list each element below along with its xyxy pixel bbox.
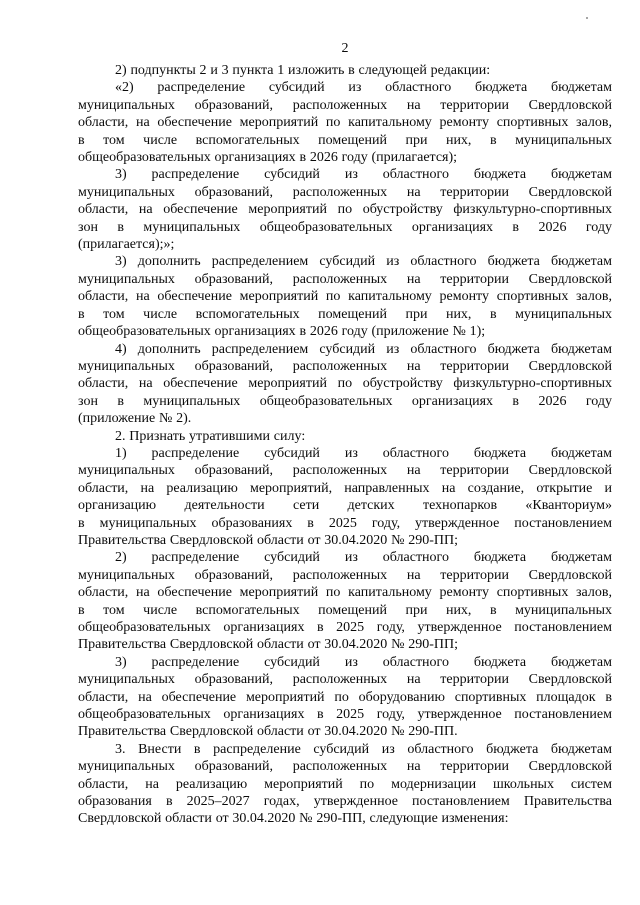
text-line: организацию деятельности сети детских технопарков «Кванториум» bbox=[78, 498, 612, 514]
text-line: общеобразовательных организациях в 2026 году (приложение № 1); bbox=[78, 324, 486, 340]
text-line: муниципальных образований, расположенных на территории Свердловской bbox=[78, 358, 612, 374]
scan-artifact-dot bbox=[586, 17, 588, 19]
text-line: (приложение № 2). bbox=[78, 411, 192, 427]
text-line: 3) распределение субсидий из областного бюджета бюджетам bbox=[115, 167, 612, 183]
text-line: в том числе вспомогательных помещений при них, в муниципальных bbox=[78, 306, 612, 322]
text-line: в том числе вспомогательных помещений при них, в муниципальных bbox=[78, 602, 612, 618]
text-line: области, на реализацию мероприятий, направленных на создание, открытие и bbox=[78, 480, 612, 496]
text-line: 4) дополнить распределением субсидий из областного бюджета бюджетам bbox=[115, 341, 612, 357]
text-line: Правительства Свердловской области от 30.04.2020 № 290-ПП. bbox=[78, 724, 458, 740]
text-line: в том числе вспомогательных помещений при них, в муниципальных bbox=[78, 132, 612, 148]
text-line: области, на обеспечение мероприятий по капитальному ремонту спортивных залов, bbox=[78, 289, 612, 305]
paragraph bbox=[78, 654, 612, 741]
page-number: 2 bbox=[341, 41, 349, 56]
text-line: муниципальных образований, расположенных на территории Свердловской bbox=[78, 271, 612, 287]
text-line: 3) распределение субсидий из областного бюджета бюджетам bbox=[115, 654, 612, 670]
paragraph bbox=[78, 428, 612, 445]
text-line: общеобразовательных организациях в 2026 году (прилагается); bbox=[78, 150, 458, 166]
text-line: Правительства Свердловской области от 30.04.2020 № 290-ПП; bbox=[78, 637, 458, 653]
text-line: муниципальных образований, расположенных на территории Свердловской bbox=[78, 759, 612, 775]
text-line: в муниципальных образованиях в 2025 году, утвержденное постановлением bbox=[78, 515, 612, 531]
paragraph bbox=[78, 445, 612, 549]
paragraph bbox=[78, 62, 612, 79]
text-line: зон в муниципальных общеобразовательных организациях в 2026 году bbox=[78, 393, 612, 409]
text-line: 2. Признать утратившими силу: bbox=[115, 428, 306, 444]
text-line: образования в 2025–2027 годах, утвержденное постановлением Правительства bbox=[78, 794, 612, 810]
text-line: муниципальных образований, расположенных на территории Свердловской bbox=[78, 463, 612, 479]
text-line: области, на реализацию мероприятий по модернизации школьных систем bbox=[78, 776, 612, 792]
text-line: области, на обеспечение мероприятий по капитальному ремонту спортивных залов, bbox=[78, 585, 612, 601]
text-line: области, на обеспечение мероприятий по оборудованию спортивных площадок в bbox=[78, 689, 612, 705]
text-line: общеобразовательных организациях в 2025 году, утвержденное постановлением bbox=[78, 620, 612, 635]
paragraph bbox=[78, 253, 612, 340]
paragraph bbox=[78, 341, 612, 428]
text-line: области, на обеспечение мероприятий по капитальному ремонту спортивных залов, bbox=[78, 115, 612, 131]
text-line: области, на обеспечение мероприятий по обустройству физкультурно-спортивных bbox=[78, 202, 612, 218]
text-line: зон в муниципальных общеобразовательных организациях в 2026 году bbox=[78, 219, 612, 235]
text-line: муниципальных образований, расположенных на территории Свердловской bbox=[78, 672, 612, 688]
text-line: Свердловской области от 30.04.2020 № 290-ПП, следующие изменения: bbox=[78, 811, 509, 827]
text-line: муниципальных образований, расположенных на территории Свердловской bbox=[78, 184, 612, 200]
text-line: муниципальных образований, расположенных на территории Свердловской bbox=[78, 567, 612, 583]
text-line: «2) распределение субсидий из областного бюджета бюджетам bbox=[115, 80, 612, 96]
text-line: области, на обеспечение мероприятий по обустройству физкультурно-спортивных bbox=[78, 376, 612, 392]
paragraph bbox=[78, 549, 612, 653]
text-line: 3) дополнить распределением субсидий из областного бюджета бюджетам bbox=[115, 254, 612, 270]
text-line: муниципальных образований, расположенных на территории Свердловской bbox=[78, 97, 612, 113]
paragraph bbox=[78, 79, 612, 166]
text-line: Правительства Свердловской области от 30.04.2020 № 290-ПП; bbox=[78, 532, 458, 548]
text-line: общеобразовательных организациях в 2025 году, утвержденное постановлением bbox=[78, 707, 612, 723]
paragraph bbox=[78, 166, 612, 253]
text-line: 2) подпункты 2 и 3 пункта 1 изложить в следующей редакции: bbox=[115, 63, 491, 78]
text-line: (прилагается);»; bbox=[78, 237, 175, 253]
text-line: 3. Внести в распределение субсидий из областного бюджета бюджетам bbox=[115, 741, 612, 757]
text-line: 1) распределение субсидий из областного бюджета бюджетам bbox=[115, 445, 612, 461]
text-line: 2) распределение субсидий из областного бюджета бюджетам bbox=[115, 550, 612, 566]
paragraph bbox=[78, 741, 612, 828]
document-body bbox=[78, 62, 612, 828]
